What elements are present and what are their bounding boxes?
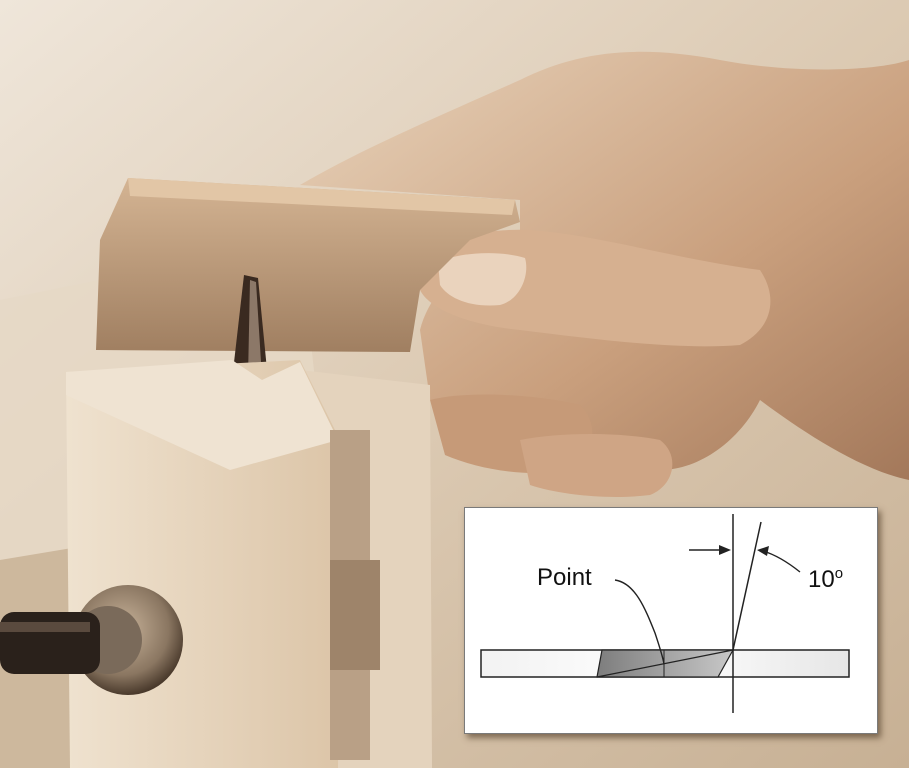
angle-value: 10 bbox=[808, 566, 835, 593]
angle-unit: o bbox=[834, 565, 844, 582]
blade-angle-diagram-drawing bbox=[465, 508, 877, 733]
angle-line bbox=[733, 522, 761, 650]
jig-slot-notch bbox=[330, 560, 380, 670]
left-arrow-head-icon bbox=[719, 545, 731, 555]
clamp-rod-highlight bbox=[0, 622, 90, 632]
angle-leader bbox=[763, 551, 800, 572]
finger-bottom bbox=[520, 434, 672, 497]
point-label: Point bbox=[537, 564, 592, 591]
blade-angle-diagram bbox=[464, 507, 878, 734]
right-arrow-head-icon bbox=[757, 546, 769, 556]
clamp-rod bbox=[0, 612, 100, 674]
angle-label bbox=[808, 566, 843, 592]
